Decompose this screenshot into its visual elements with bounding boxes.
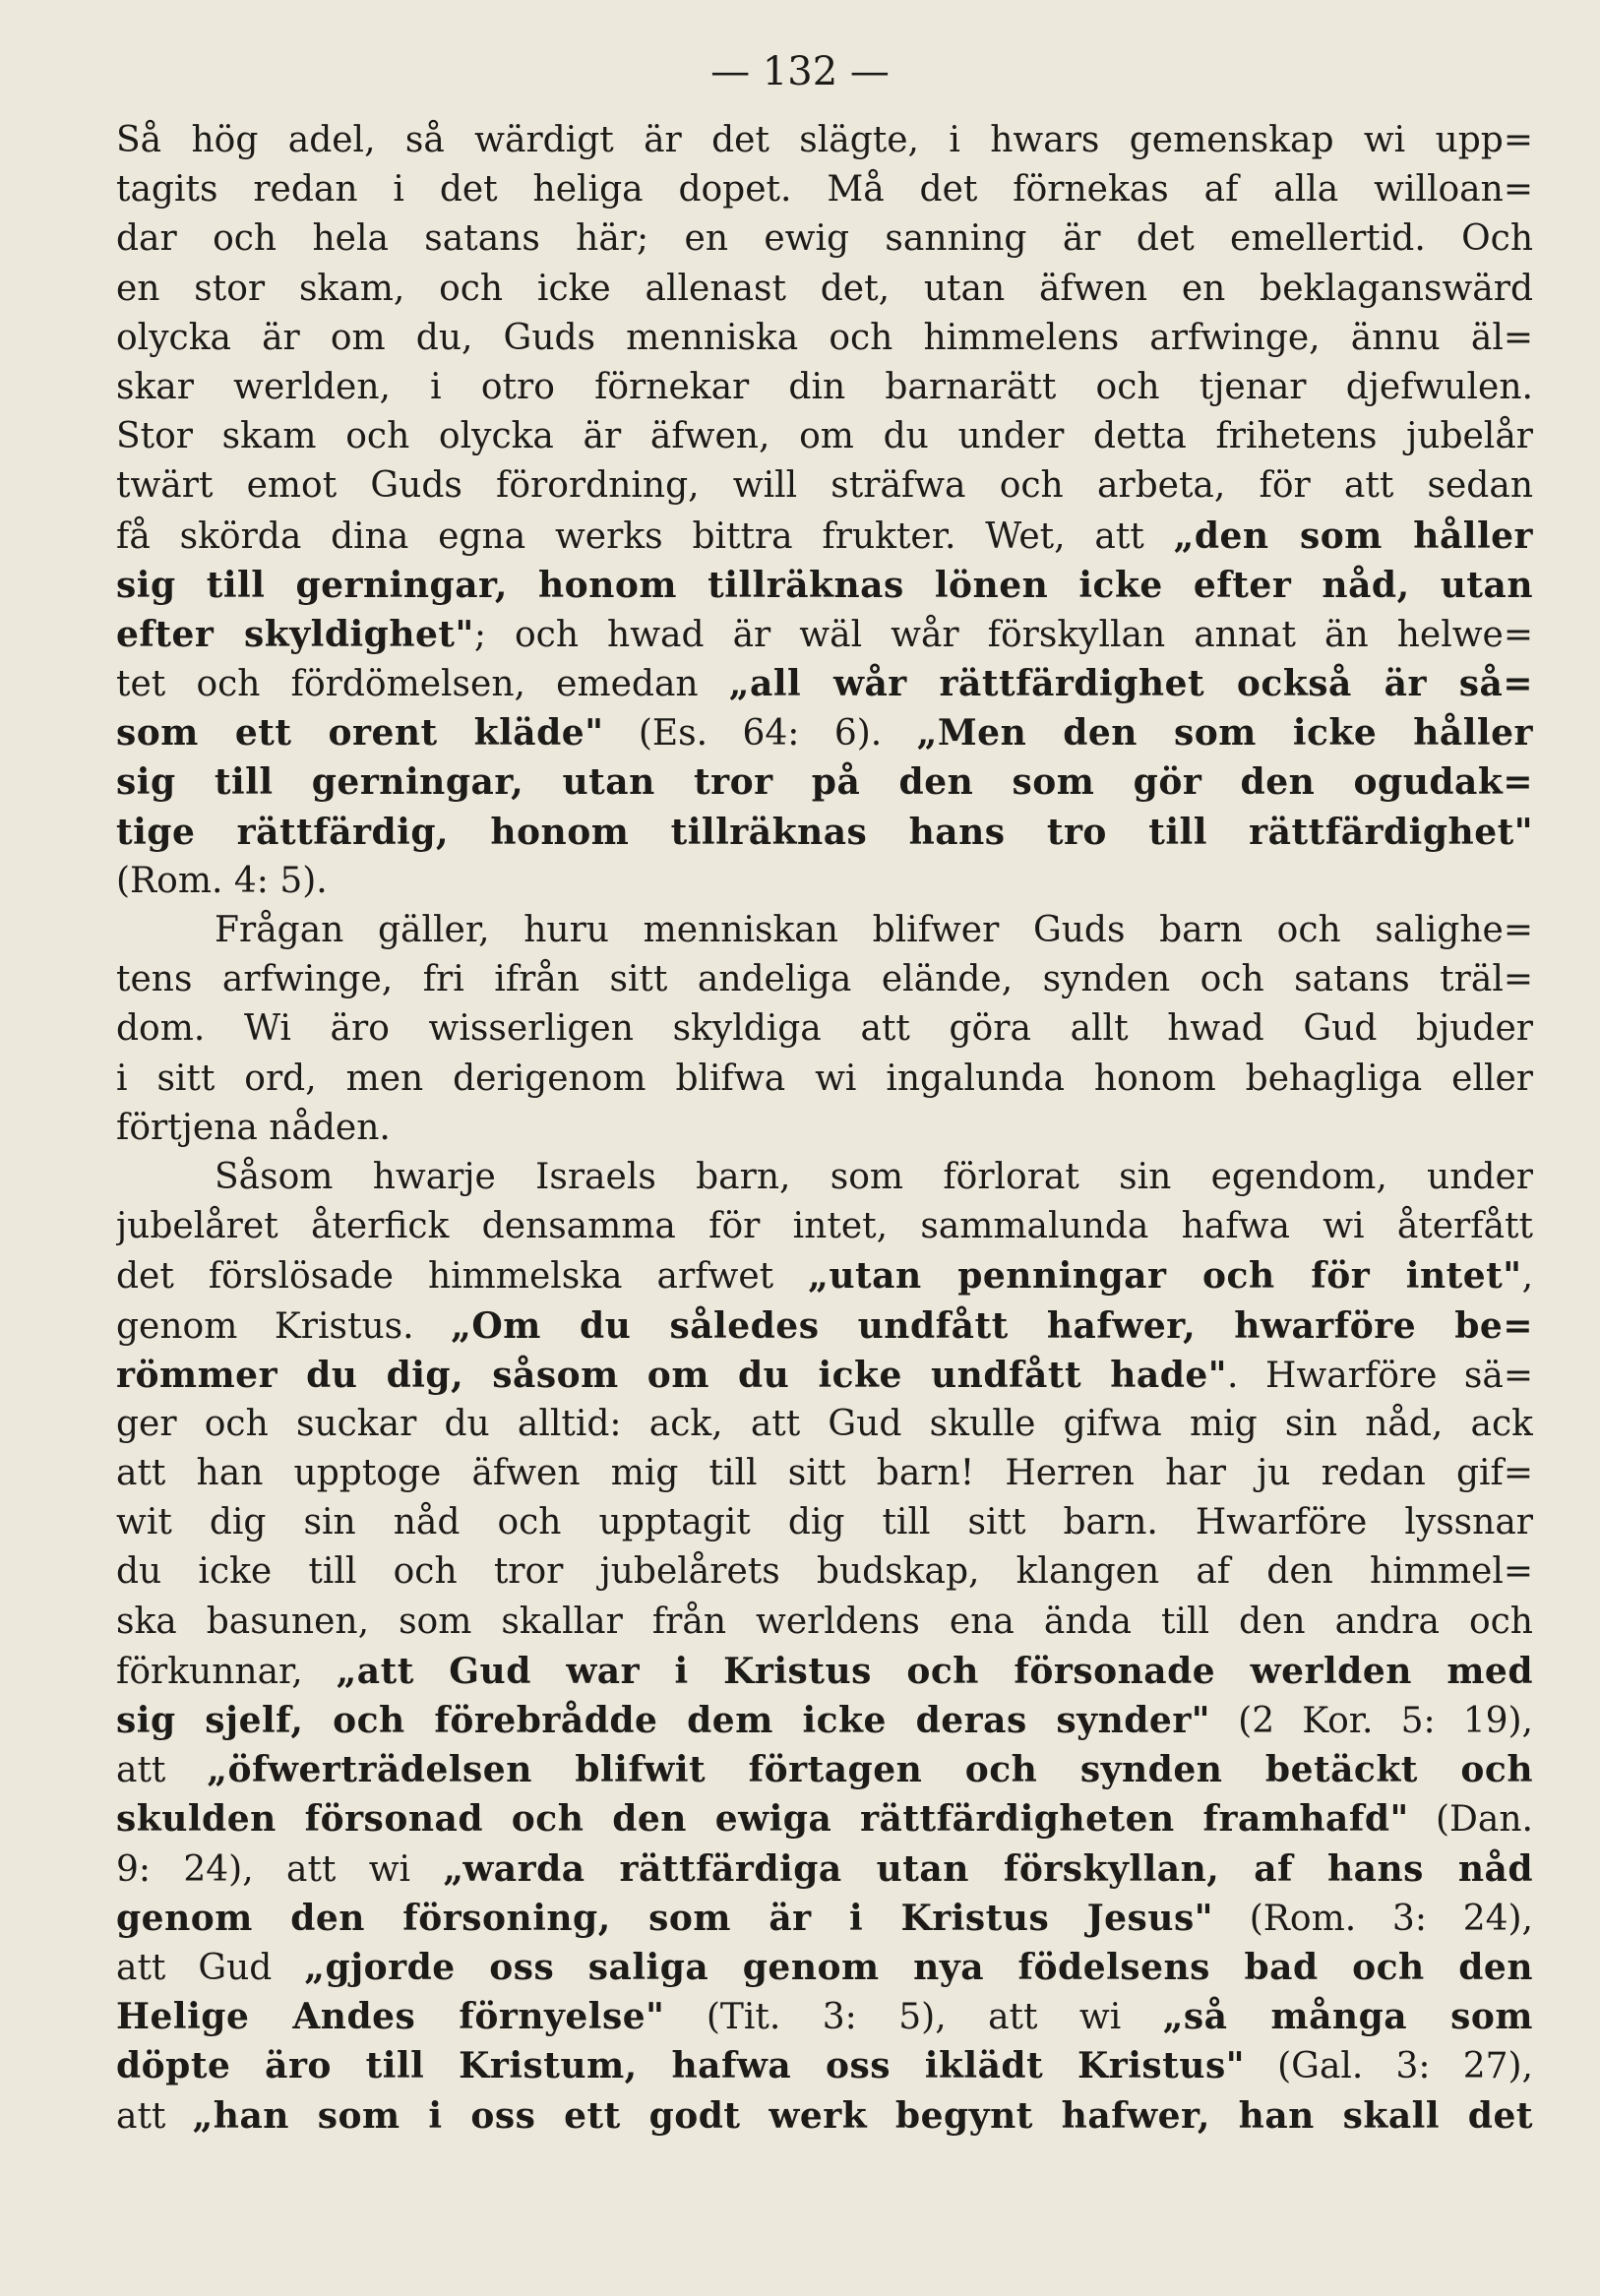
text-segment: tens arfwinge, fri ifrån sitt andeliga elände, synden och satans träl= (116, 959, 1533, 1000)
text-segment: förtjena nåden. (116, 1107, 391, 1148)
emphasized-quote: sig till gerningar, utan tror på den som gör den ogudak= (116, 761, 1533, 804)
text-line (116, 1992, 1533, 2041)
text-segment: det förslösade himmelska arfwet (116, 1256, 809, 1298)
emphasized-quote: „gjorde oss saliga genom nya födelsens bad och den (304, 1946, 1533, 1988)
text-segment: förkunnar, (116, 1651, 337, 1692)
text-segment: wit dig sin nåd och upptagit dig till sitt barn. Hwarföre lyssnar (116, 1502, 1533, 1543)
text-segment: en stor skam, och icke allenast det, utan äfwen en beklaganswärd (116, 268, 1533, 309)
text-segment: att Gud (116, 1947, 305, 1988)
text-segment: Såsom hwarje Israels barn, som förlorat sin egendom, under (215, 1156, 1533, 1197)
text-line (116, 512, 1533, 561)
text-line (116, 1745, 1533, 1794)
text-line (116, 610, 1533, 659)
text-line (116, 955, 1533, 1004)
text-line (116, 1351, 1533, 1400)
emphasized-quote: „den som håller (1173, 514, 1533, 557)
emphasized-quote: „Men den som icke håller (916, 712, 1533, 755)
text-segment: i sitt ord, men derigenom blifwa wi ingalunda honom behagliga eller (116, 1057, 1533, 1099)
text-line (116, 1498, 1533, 1547)
text-line (116, 165, 1533, 214)
emphasized-quote: tige rättfärdig, honom tillräknas hans tro till rättfärdighet" (116, 811, 1533, 853)
emphasized-quote: skulden försonad och den ewiga rättfärdigheten framhafd" (116, 1798, 1409, 1841)
text-segment: tagits redan i det heliga dopet. Må det förnekas af alla willoan= (116, 169, 1533, 211)
text-line (116, 314, 1533, 363)
text-segment: dar och hela satans här; en ewig sanning är det emellertid. Och (116, 218, 1533, 260)
emphasized-quote: „all wår rättfärdighet också är så= (728, 663, 1533, 705)
text-segment: att (116, 1750, 208, 1791)
text-segment: få skörda dina egna werks bittra frukter. Wet, att (116, 515, 1174, 557)
text-line (116, 1894, 1533, 1943)
text-line (116, 1794, 1533, 1843)
page-number: — 132 — (710, 49, 890, 94)
emphasized-quote: „warda rättfärdiga utan förskyllan, af hans nåd (443, 1847, 1533, 1890)
text-segment: ska basunen, som skallar från werldens ena ända till den andra och (116, 1601, 1533, 1642)
text-segment: (Es. 64: 6). (603, 713, 917, 755)
text-line (116, 1055, 1533, 1104)
text-line (116, 265, 1533, 314)
text-segment: olycka är om du, Guds menniska och himmelens arfwinge, ännu äl= (116, 317, 1533, 358)
emphasized-quote: „han som i oss ett godt werk begynt hafwer, han skall det (192, 2094, 1533, 2137)
text-line (116, 1449, 1533, 1498)
text-segment: Frågan gäller, huru menniskan blifwer Guds barn och salighe= (215, 910, 1533, 950)
emphasized-quote: „öfwerträdelsen blifwit förtagen och synden betäckt och (207, 1749, 1533, 1791)
text-line (116, 214, 1533, 264)
text-segment: twärt emot Guds förordning, will sträfwa och arbeta, för att sedan (116, 465, 1533, 507)
text-segment: ger och suckar du alltid: ack, att Gud skulle gifwa mig sin nåd, ack (116, 1403, 1533, 1444)
text-segment: genom Kristus. (116, 1305, 452, 1347)
emphasized-quote: „utan penningar och för intet" (808, 1255, 1522, 1298)
text-line (116, 906, 1533, 955)
text-segment: . Hwarföre sä= (1227, 1355, 1533, 1396)
text-segment: Stor skam och olycka är äfwen, om du under detta frihetens jubelår (116, 416, 1533, 457)
emphasized-quote: sig till gerningar, honom tillräknas lönen icke efter nåd, utan (116, 564, 1533, 606)
text-segment: (2 Kor. 5: 19), (1210, 1701, 1533, 1741)
emphasized-quote: efter skyldighet" (116, 613, 474, 655)
text-segment: du icke till och tror jubelårets budskap, klangen af den himmel= (116, 1551, 1533, 1593)
text-line (116, 412, 1533, 461)
text-segment: dom. Wi äro wisserligen skyldiga att göra allt hwad Gud bjuder (116, 1008, 1533, 1050)
text-line (116, 1301, 1533, 1351)
text-segment: jubelåret återfick densamma för intet, sammalunda hafwa wi återfått (116, 1206, 1533, 1247)
text-line (116, 116, 1533, 165)
text-line (116, 659, 1533, 708)
text-segment: (Dan. (1408, 1799, 1533, 1841)
text-line (116, 1202, 1533, 1251)
emphasized-quote: döpte äro till Kristum, hafwa oss iklädt Kristus" (116, 2045, 1245, 2087)
text-line (116, 561, 1533, 610)
text-segment: (Gal. 3: 27), (1244, 2046, 1533, 2087)
emphasized-quote: römmer du dig, såsom om du icke undfått hade" (116, 1354, 1228, 1396)
text-line (116, 1104, 1533, 1153)
text-segment: tet och fördömelsen, emedan (116, 664, 729, 705)
emphasized-quote: „Om du således undfått hafwer, hwarföre be= (451, 1304, 1533, 1347)
text-line (116, 1696, 1533, 1745)
emphasized-quote: som ett orent kläde" (116, 712, 604, 755)
text-line (116, 1647, 1533, 1696)
text-line (116, 757, 1533, 807)
text-line (116, 708, 1533, 757)
text-line (116, 1547, 1533, 1597)
text-line (116, 1251, 1533, 1300)
emphasized-quote: sig sjelf, och förebrådde dem icke deras synder" (116, 1700, 1211, 1741)
text-line (116, 1598, 1533, 1647)
text-segment: (Rom. 3: 24), (1213, 1898, 1533, 1939)
text-segment: skar werlden, i otro förnekar din barnarätt och tjenar djefwulen. (116, 366, 1533, 407)
text-segment: , (1521, 1256, 1533, 1298)
text-line (116, 1943, 1533, 1992)
text-segment: Så hög adel, så wärdigt är det slägte, i hwars gemenskap wi upp= (116, 120, 1533, 160)
body-text (116, 116, 1533, 2141)
emphasized-quote: Helige Andes förnyelse" (116, 1996, 665, 2038)
emphasized-quote: genom den försoning, som är i Kristus Jesus" (116, 1897, 1213, 1939)
text-segment: 9: 24), att wi (116, 1848, 444, 1890)
text-line (116, 1844, 1533, 1894)
text-segment: att (116, 2095, 193, 2137)
text-segment: (Tit. 3: 5), att wi (664, 1997, 1163, 2038)
text-segment: att han upptoge äfwen mig till sitt barn! Herren har ju redan gif= (116, 1453, 1533, 1494)
text-line (116, 857, 1533, 906)
text-line (116, 1153, 1533, 1202)
emphasized-quote: „att Gud war i Kristus och försonade werlden med (336, 1650, 1533, 1692)
text-segment: (Rom. 4: 5). (116, 860, 328, 901)
text-segment: ; och hwad är wäl wår förskyllan annat än helwe= (473, 614, 1533, 655)
text-line (116, 1400, 1533, 1449)
text-line (116, 363, 1533, 412)
text-line (116, 2041, 1533, 2090)
text-line (116, 2091, 1533, 2141)
emphasized-quote: „så många som (1162, 1996, 1533, 2038)
text-line (116, 808, 1533, 857)
text-line (116, 461, 1533, 511)
text-line (116, 1004, 1533, 1054)
